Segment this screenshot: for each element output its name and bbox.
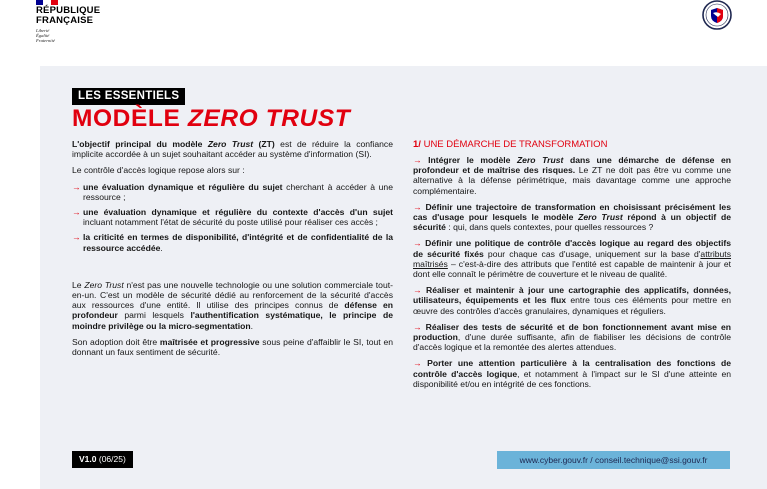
arrow-right-icon: → xyxy=(72,181,81,192)
page-header xyxy=(0,0,767,58)
item-rest: : qui, dans quels contextes, pour quelles ressources ? xyxy=(445,222,654,233)
list-item xyxy=(72,182,393,202)
p2-defense: défense en profondeur xyxy=(72,300,393,321)
title-part1: MODÈLE xyxy=(72,105,188,132)
control-intro: Le contrôle d'accès logique repose alors sur : xyxy=(72,165,245,176)
version-number: V1.0 xyxy=(79,454,97,464)
control-bullet-list xyxy=(72,182,393,253)
list-item xyxy=(413,285,731,316)
intro-bold-1: L'objectif principal du modèle xyxy=(72,139,208,149)
arrow-right-icon: → xyxy=(413,358,428,369)
intro-zt-abbr: (ZT) xyxy=(253,139,275,149)
p3-bold: maîtrisée et progressive xyxy=(159,336,260,347)
item-rest: – c'est-à-dire des attributs que l'entité est capable de maintenir à jour et dont elle connaît le périmètre de couverture et le niveau de qualité. xyxy=(413,258,731,280)
intro-paragraph xyxy=(72,139,393,159)
motto-egalite: Égalité xyxy=(36,33,50,38)
republic-motto xyxy=(36,28,55,43)
list-item xyxy=(413,358,731,389)
arrow-right-icon: → xyxy=(413,285,426,296)
page-title xyxy=(72,104,350,134)
bullet-bold: une évaluation dynamique et régulière du contexte d'accès d'un sujet xyxy=(83,207,393,218)
motto-liberte: Liberté xyxy=(36,28,50,33)
version-badge xyxy=(72,451,133,468)
republique-francaise-logo xyxy=(36,6,100,25)
item-bold: dans une démarche de défense en profondeur et de maîtrise des risques. xyxy=(413,155,732,176)
item-bold: Définir une trajectoire de transformation en choisissant précisément les cas d'usage pour lesquels le modèle xyxy=(413,201,731,223)
arrow-right-icon: → xyxy=(413,238,426,249)
attributes-link-text: attributs maîtrisés xyxy=(413,248,731,269)
left-column xyxy=(72,139,393,363)
item-rest: , et notamment à l'impact sur le SI d'une atteinte en disponibilité et/ou en intégrité de ces fonctions. xyxy=(413,368,731,389)
zt-description-paragraph xyxy=(72,280,393,331)
section-number: 1/ xyxy=(413,139,421,150)
arrow-right-icon: → xyxy=(413,155,429,165)
anssi-seal-icon xyxy=(702,0,732,30)
right-column xyxy=(413,139,731,395)
item-rest: entre tous ces éléments pour mettre en œuvre des contrôles d'accès granulaires, dynamiques et réguliers. xyxy=(413,295,731,316)
bullet-bold: une évaluation dynamique et régulière du sujet xyxy=(83,181,283,192)
motto-fraternite: Fraternité xyxy=(36,38,55,43)
arrow-right-icon: → xyxy=(413,201,426,212)
section-title xyxy=(413,139,731,150)
p2-b: n'est pas une nouvelle technologie ou une solution commerciale tout-en-un. C'est un modèle de sécurité dédié au renforcement de la sécurité d'accès aux ressources d'une entité. Il utilise des principes connus de xyxy=(72,279,393,311)
p2-zt: Zero Trust xyxy=(84,279,124,290)
bullet-rest: cherchant à accéder à une ressource ; xyxy=(83,181,393,202)
item-bold: Réaliser des tests de sécurité et de bon fonctionnement avant mise en production xyxy=(413,321,731,343)
republic-line2: FRANÇAISE xyxy=(36,14,94,26)
p2-principles: l'authentification systématique, le principe de moindre privilège ou la micro-segmentation xyxy=(72,310,393,331)
list-item xyxy=(72,232,393,252)
item-rest: pour chaque cas d'usage, uniquement sur la base d' xyxy=(483,248,701,259)
item-bold: Intégrer le modèle xyxy=(428,155,517,165)
title-part2: ZERO TRUST xyxy=(187,105,351,132)
item-zt: Zero Trust xyxy=(516,155,564,165)
item-bold: répond à un objectif de sécurité xyxy=(413,212,731,233)
item-rest: Le ZT ne doit pas être vu comme une alternative à la défense périmétrique, mais davantage comme une approche complémentaire. xyxy=(413,165,731,196)
republic-line1: RÉPUBLIQUE xyxy=(36,5,101,16)
p2-c: parmi lesquels xyxy=(117,310,191,321)
section-title-text: UNE DÉMARCHE DE TRANSFORMATION xyxy=(420,139,608,150)
item-bold: Porter une attention particulière à la centralisation des fonctions de contrôle d'accès logique xyxy=(413,358,732,379)
p2-a: Le xyxy=(72,279,85,290)
intro-rest: est de réduire la confiance implicite accordée à un sujet souhaitant accéder au système d'information (SI). xyxy=(72,139,393,160)
version-date: (06/25) xyxy=(96,454,126,464)
p3-a: Son adoption doit être xyxy=(72,336,160,347)
contact-banner[interactable]: www.cyber.gouv.fr / conseil.technique@ssi.gouv.fr xyxy=(497,451,730,469)
list-item xyxy=(413,202,731,233)
bullet-rest: incluant notamment l'état de sécurité du poste utilisé pour réaliser ces accès ; xyxy=(83,217,378,228)
essentials-badge: LES ESSENTIELS xyxy=(72,88,185,105)
bullet-rest: . xyxy=(160,242,163,253)
item-zt: Zero Trust xyxy=(578,212,623,223)
arrow-right-icon: → xyxy=(72,232,81,243)
list-item xyxy=(413,238,731,279)
arrow-right-icon: → xyxy=(72,207,81,218)
p2-end: . xyxy=(250,320,253,331)
item-rest: , d'une durée suffisante, afin de fiabiliser les décisions de contrôle d'accès logique et la remontée des alertes attendues. xyxy=(413,332,731,353)
p3-b: sous peine d'affaiblir le SI, tout en donnant un faux sentiment de sécurité. xyxy=(72,336,393,358)
item-bold: Définir une politique de contrôle d'accès logique au regard des objectifs de sécurité fixés xyxy=(413,238,732,259)
intro-zt: Zero Trust xyxy=(207,139,254,149)
list-item xyxy=(72,207,393,227)
list-item xyxy=(413,155,731,196)
list-item xyxy=(413,322,731,353)
bullet-bold: la criticité en termes de disponibilité, d'intégrité et de confidentialité de la ressource accédée xyxy=(83,232,393,253)
arrow-right-icon: → xyxy=(413,321,426,332)
adoption-paragraph xyxy=(72,337,393,357)
item-bold: Réaliser et maintenir à jour une cartographie des applicatifs, données, utilisateurs, équipements et les flux xyxy=(413,285,731,306)
